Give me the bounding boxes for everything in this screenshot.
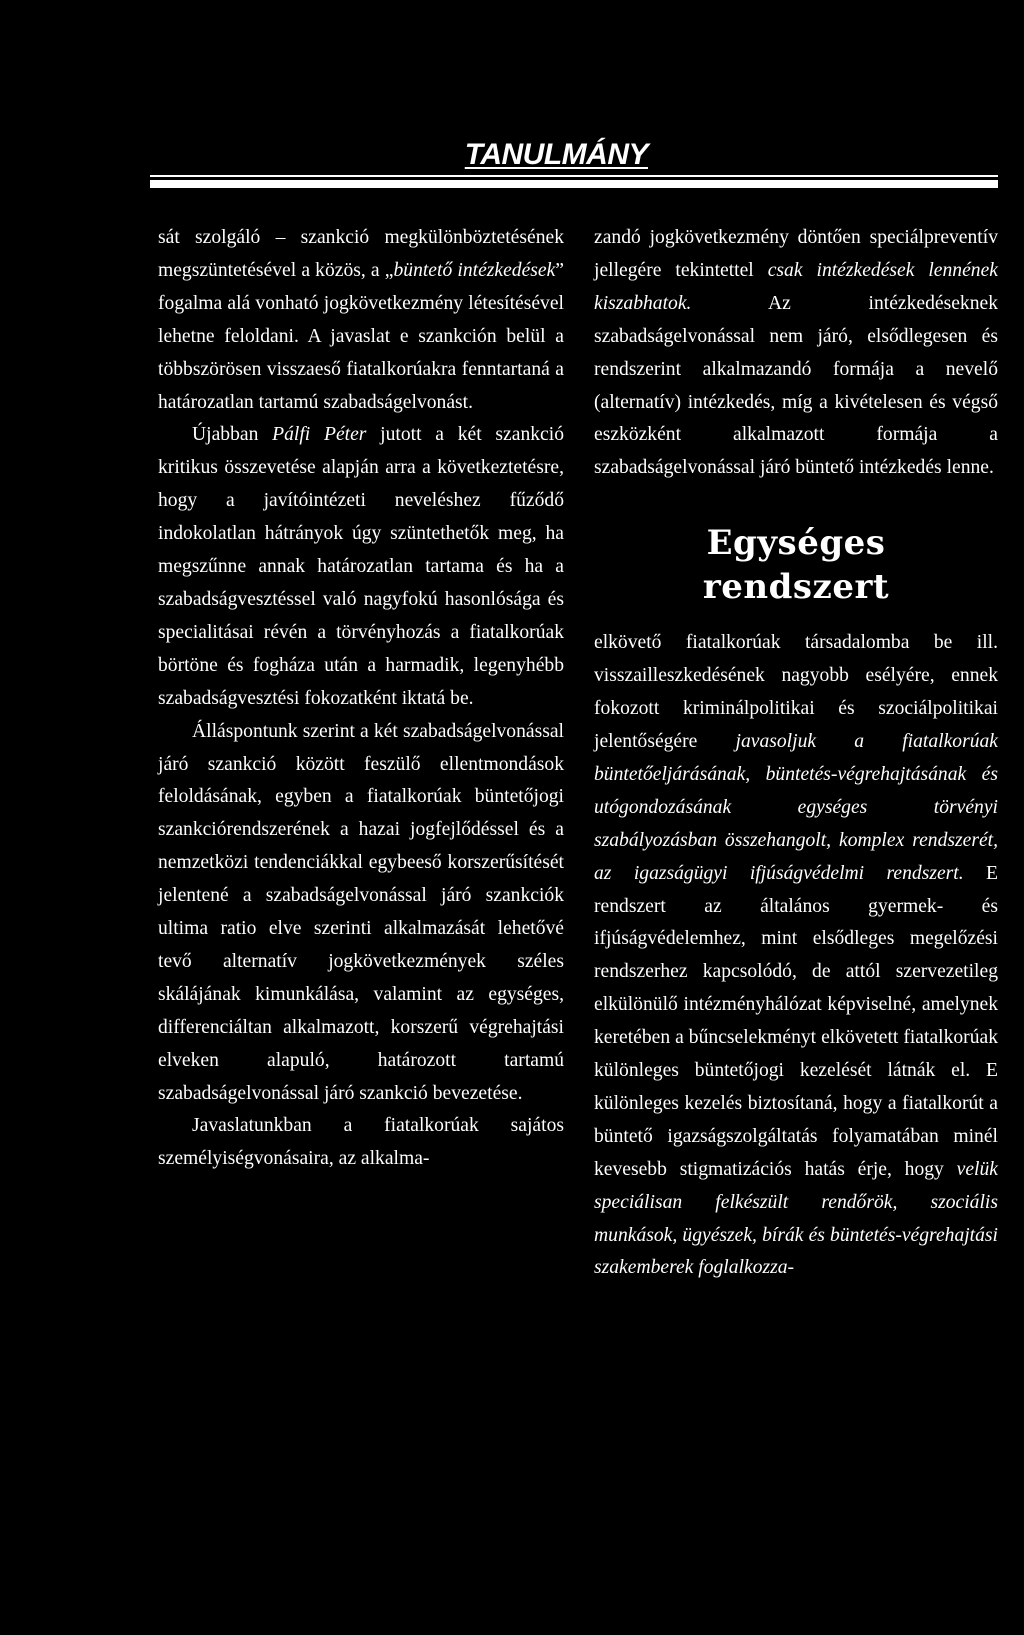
header-rule-thick xyxy=(150,180,998,188)
paragraph: Javaslatunkban a fiatalkorúak sajátos személyiségvonásaira, az alkalma- xyxy=(158,1115,564,1170)
page-header xyxy=(150,128,998,188)
paragraph: Álláspontunk szerint a két szabadságelvonással járó szankció között feszülő ellentmondások feloldásának, egyben a fiatalkorúak büntetőjogi szankciórendszerének a hazai jogfejlődéssel és a nemzetközi tendenciákkal egybeeső korszerűsítését jelentené a szabadságelvonással járó szankciók ultima ratio elve szerinti alkalmazását lehetővé tevő alternatív jogkövetkezmények széles skálájának kimunkálása, valamint az egységes, differenciáltan alkalmazott, korszerű végrehajtási elveken alapuló, határozott tartamú szabadságelvonással járó szankció bevezetése. xyxy=(158,720,564,1104)
subheading-line: rendszert xyxy=(702,567,890,608)
header-rule-thin xyxy=(150,175,998,177)
paragraph: elkövető fiatalkorúak társadalomba be ill. visszailleszkedésének nagyobb esélyére, ennek fokozott kriminálpolitikai és szociálpolitikai jelentőségére javasoljuk a fiatalkorúak büntetőeljárásának, büntetés-végrehajtásának és utógondozásának egységes törvényi szabályozásban összehangolt, komplex rendszerét, az igazságügyi ifjúságvédelmi rendszert. E rendszert az általános gyermek- és ifjúságvédelemhez, mint elsődleges megelőzési rendszerhez kapcsolódó, de attól szervezetileg elkülönülő intézményhálózat képviselné, amelynek keretében a bűncselekményt elkövetett fiatalkorúak különleges büntetőjogi kezelését látnák el. E különleges kezelés biztosítaná, hogy a fiatalkorút a büntető igazságszolgáltatás folyamatában minél kevesebb stigmatizációs hatás érje, hogy velük speciálisan felkészült rendőrök, szociális munkások, ügyészek, bírák és büntetés-végrehajtási szakemberek foglalkozza- xyxy=(594,632,998,1279)
paragraph: sát szolgáló – szankció megkülönböztetésének megszüntetésével a közös, a „büntető intézkedések” fogalma alá vonható jogkövetkezmény létesítésével lehetne feloldani. A javaslat e szankción belül a többszörösen visszaeső fiatalkorúakra fenntartaná a határozatlan tartamú szabadságelvonást. xyxy=(158,227,564,413)
subheading xyxy=(594,521,998,609)
right-column xyxy=(594,222,998,1285)
paragraph: Újabban Pálfi Péter jutott a két szankció kritikus összevetése alapján arra a következtetésre, hogy a javítóintézeti neveléshez fűződő indokolatlan hátrányok úgy szüntethetők meg, ha megszűnne annak határozatlan tartama és ha a szabadságvesztéssel való nagyfokú hasonlósága és specialitásai révén a törvényhozás a fiatalkorúak börtöne és fogháza után a harmadik, legenyhébb szabadságvesztési fokozatként iktatá be. xyxy=(158,424,564,709)
section-title: TANULMÁNY xyxy=(464,138,648,171)
subheading-line: Egységes xyxy=(706,523,886,564)
paragraph: zandó jogkövetkezmény döntően speciálpreventív jellegére tekintettel csak intézkedések lennének kiszabhatok. Az intézkedéseknek szabadságelvonással nem járó, elsődlegesen és rendszerint alkalmazandó formája a nevelő (alternatív) intézkedés, míg a kivételesen és végső eszközként alkalmazott formája a szabadságelvonással járó büntető intézkedés lenne. xyxy=(594,227,998,479)
left-column xyxy=(158,222,564,1176)
